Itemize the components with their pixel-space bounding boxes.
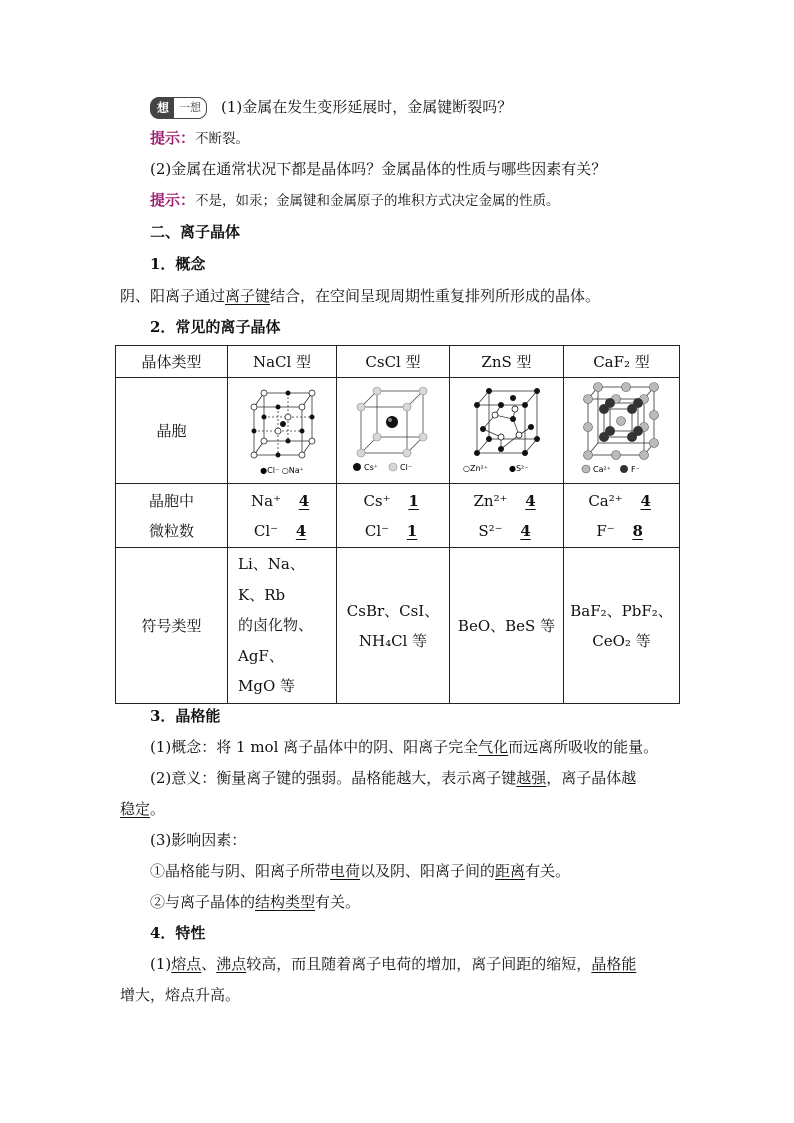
zns-unit-cell-image <box>457 379 557 479</box>
table-header-row: 晶体类型 NaCl 型 CsCl 型 ZnS 型 CaF₂ 型 <box>116 346 680 378</box>
ionic-crystal-table <box>115 345 680 704</box>
lattice-factors: (3)影响因素： <box>150 831 247 849</box>
table-row-cell: 晶胞 ●Cl⁻ ○Na⁺ Cs⁺ Cl⁻ ○Zn²⁺ ●S²⁻ Ca²⁺ F⁻ <box>116 378 680 484</box>
hint-2: 提示：不是，如汞；金属键和金属原子的堆积方式决定金属的性质。 <box>150 191 560 209</box>
think-badge: 想 一想 <box>150 97 207 119</box>
lattice-factor-1: ①晶格能与阴、阳离子所带电荷以及阴、阳离子间的距离有关。 <box>150 862 571 880</box>
svg-text:○Zn²⁺: ○Zn²⁺ <box>462 463 488 473</box>
caf2-unit-cell-image <box>572 379 672 479</box>
svg-text:Ca²⁺: Ca²⁺ <box>592 464 611 474</box>
svg-text:F⁻: F⁻ <box>630 464 640 474</box>
properties-1: (1)熔点、沸点较高，而且随着离子电荷的增加，离子间距的缩短，晶格能 <box>150 955 637 973</box>
hint-1: 提示：不断裂。 <box>150 129 250 147</box>
cscl-unit-cell-image <box>343 379 443 479</box>
properties-title: 4．特性 <box>150 924 206 942</box>
think-question-1: 想 一想 (1)金属在发生变形延展时，金属键断裂吗？ <box>150 97 512 119</box>
section-heading: 二、离子晶体 <box>150 223 241 241</box>
svg-text:Cl⁻: Cl⁻ <box>400 462 413 472</box>
nacl-unit-cell-image <box>232 379 332 479</box>
common-crystals-title: 2．常见的离子晶体 <box>150 318 281 336</box>
svg-text:Cs⁺: Cs⁺ <box>364 462 378 472</box>
table-row-counts: 晶胞中 微粒数 Na⁺ 4 Cl⁻ 4 Cs⁺ 1 Cl⁻ 1 Zn²⁺ 4 S²⁻ 4 Ca²⁺ 4 F⁻ 8 <box>116 484 680 548</box>
think-question-2: (2)金属在通常状况下都是晶体吗？金属晶体的性质与哪些因素有关？ <box>150 160 607 178</box>
svg-text:●Cl⁻ ○Na⁺: ●Cl⁻ ○Na⁺ <box>260 465 304 475</box>
lattice-energy-title: 3．晶格能 <box>150 707 221 725</box>
svg-text:●S²⁻: ●S²⁻ <box>508 463 528 473</box>
lattice-meaning: (2)意义：衡量离子键的强弱。晶格能越大，表示离子键越强，离子晶体越 <box>150 769 637 787</box>
table-row-examples: 符号类型 Li、Na、 K、Rb 的卤化物、 AgF、 MgO 等 CsBr、CsI、 NH₄Cl 等 BeO、BeS 等 BaF₂、PbF₂、 CeO₂ 等 <box>116 548 680 704</box>
properties-1-cont: 增大，熔点升高。 <box>120 986 241 1004</box>
lattice-factor-2: ②与离子晶体的结构类型有关。 <box>150 893 361 911</box>
concept-title: 1．概念 <box>150 255 206 273</box>
lattice-meaning-cont: 稳定。 <box>120 800 166 818</box>
lattice-concept: (1)概念：将 1 mol 离子晶体中的阴、阳离子完全气化而远离所吸收的能量。 <box>150 738 659 756</box>
concept-text: 阴、阳离子通过离子键结合，在空间呈现周期性重复排列所形成的晶体。 <box>120 287 601 305</box>
